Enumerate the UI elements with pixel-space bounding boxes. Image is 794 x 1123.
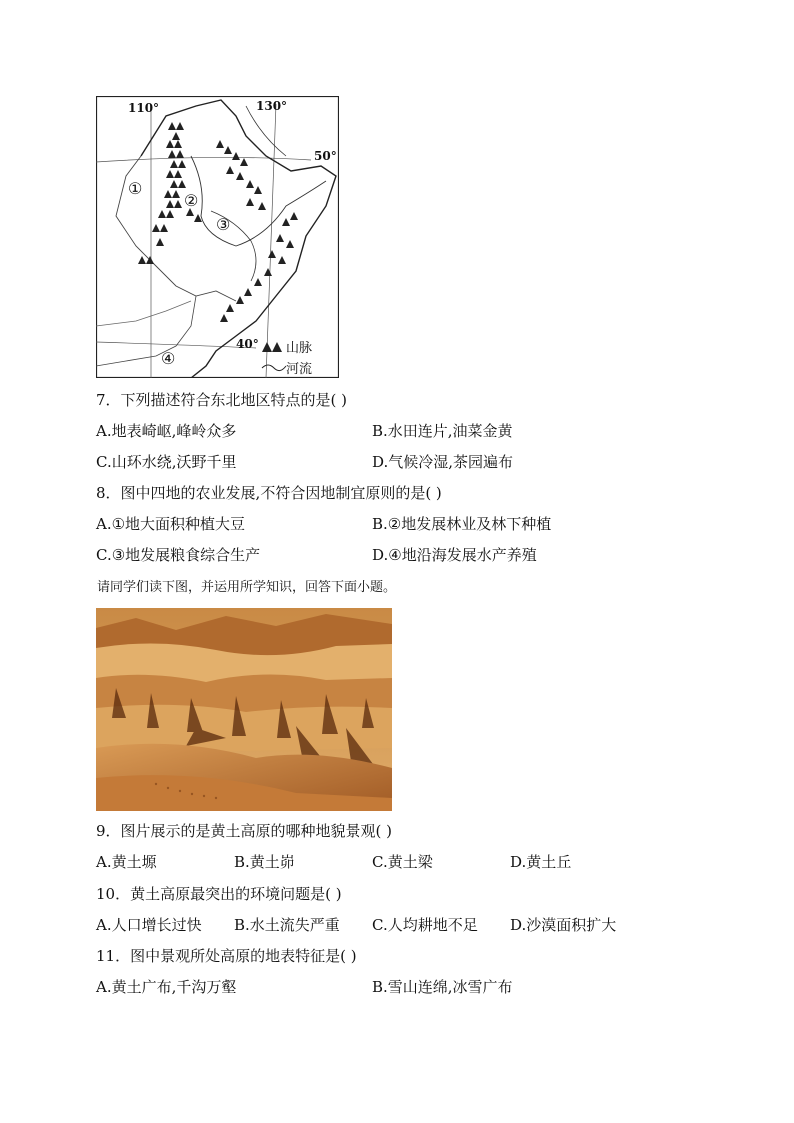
label-130: 130°	[256, 99, 288, 113]
region-1-label: ①	[128, 179, 143, 198]
question-11-option-b[interactable]: B.雪山连绵,冰雪广布	[372, 978, 513, 996]
label-110: 110°	[128, 101, 160, 115]
question-7-stem: 7．下列描述符合东北地区特点的是( )	[96, 391, 348, 409]
label-50: 50°	[314, 149, 337, 163]
question-7-option-d[interactable]: D.气候冷湿,茶园遍布	[372, 453, 514, 471]
question-7-option-b[interactable]: B.水田连片,油菜金黄	[372, 422, 513, 440]
loess-plateau-photo	[96, 608, 392, 811]
question-7-option-a[interactable]: A.地表崎岖,峰岭众多	[96, 422, 237, 440]
question-10-stem: 10．黄土高原最突出的环境问题是( )	[96, 885, 342, 903]
region-2-label: ②	[184, 191, 199, 210]
question-8-option-a[interactable]: A.①地大面积种植大豆	[96, 515, 246, 533]
question-9-option-d[interactable]: D.黄土丘	[510, 853, 572, 871]
legend-river-label: 河流	[286, 362, 313, 377]
question-10-option-d[interactable]: D.沙漠面积扩大	[510, 916, 617, 934]
question-8-option-b[interactable]: B.②地发展林业及林下种植	[372, 515, 552, 533]
question-10-option-c[interactable]: C.人均耕地不足	[372, 916, 478, 934]
loess-photo-image	[96, 608, 392, 811]
question-10-option-a[interactable]: A.人口增长过快	[96, 916, 202, 934]
question-9-option-a[interactable]: A.黄土塬	[96, 853, 157, 871]
map-figure	[96, 96, 339, 378]
question-9-option-b[interactable]: B.黄土峁	[234, 853, 295, 871]
question-9-stem: 9．图片展示的是黄土高原的哪种地貌景观( )	[96, 822, 393, 840]
reading-instruction: 请同学们读下图，并运用所学知识，回答下面小题。	[97, 580, 397, 595]
region-3-label: ③	[216, 215, 231, 234]
legend-mountain-label: 山脉	[286, 341, 313, 356]
region-4-label: ④	[161, 349, 176, 368]
question-7-option-c[interactable]: C.山环水绕,沃野千里	[96, 453, 237, 471]
question-9-option-c[interactable]: C.黄土梁	[372, 853, 433, 871]
label-40: 40°	[236, 337, 259, 351]
question-11-option-a[interactable]: A.黄土广布,千沟万壑	[96, 978, 237, 996]
question-10-option-b[interactable]: B.水土流失严重	[234, 916, 340, 934]
question-8-option-c[interactable]: C.③地发展粮食综合生产	[96, 546, 261, 564]
question-8-stem: 8．图中四地的农业发展,不符合因地制宜原则的是( )	[96, 484, 442, 502]
question-11-stem: 11．图中景观所处高原的地表特征是( )	[96, 947, 357, 965]
question-8-option-d[interactable]: D.④地沿海发展水产养殖	[372, 546, 537, 564]
northeast-map	[96, 96, 339, 378]
